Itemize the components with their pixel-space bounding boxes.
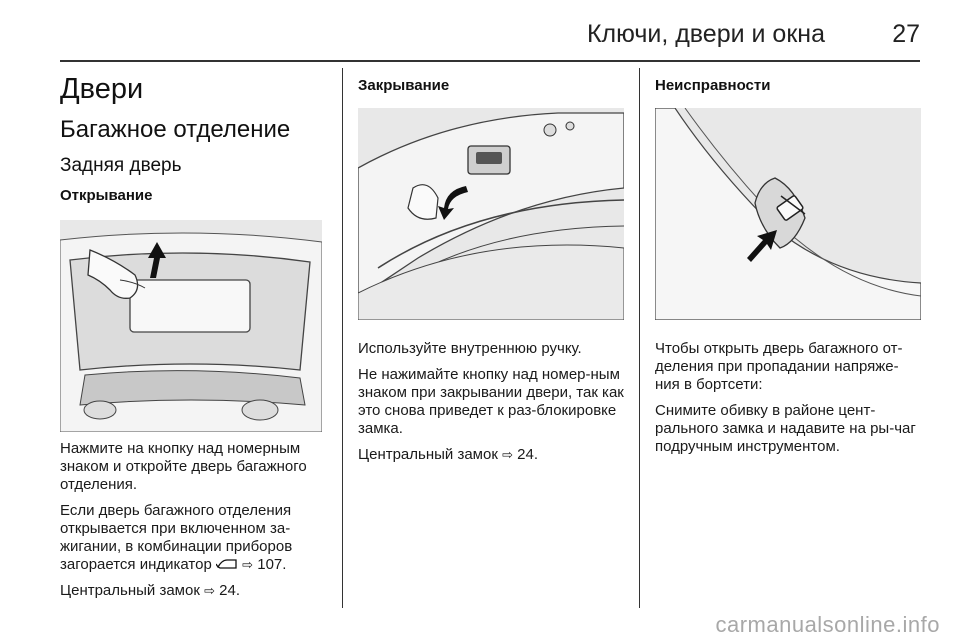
header-rule <box>60 60 920 62</box>
figure-closing-tailgate <box>358 108 624 320</box>
paragraph-power-failure: Чтобы открыть дверь багажного от-деления при пропадании напряже-ния в бортсети: <box>655 340 903 393</box>
page-number: 27 <box>892 20 920 48</box>
column-3 <box>655 72 923 606</box>
central-lock-label: Центральный замок <box>358 446 498 463</box>
paragraph-indicator <box>60 502 328 574</box>
tailgate-open-indicator-icon <box>216 557 238 571</box>
column-2 <box>358 72 626 606</box>
reference-arrow-icon: ⇨ <box>242 557 254 572</box>
column-divider <box>342 68 343 608</box>
page-header <box>60 14 920 62</box>
central-lock-label: Центральный замок <box>60 582 200 599</box>
header-title: Ключи, двери и окна <box>586 20 825 48</box>
page-reference-link[interactable]: 24. <box>517 446 539 463</box>
heading-opening: Открывание <box>60 187 153 204</box>
emergency-release-illustration <box>655 108 921 320</box>
heading-closing: Закрывание <box>358 77 450 94</box>
figure-emergency-release <box>655 108 921 320</box>
subsection-title-rear-door: Задняя дверь <box>60 155 182 176</box>
watermark: carmanualsonline.info <box>715 612 940 637</box>
paragraph-indicator-text: Если дверь багажного отделения открывается при включенном за-жигании, в комбинации приборов загорается индикатор <box>60 502 293 573</box>
reference-arrow-icon: ⇨ <box>204 583 215 598</box>
heading-malfunctions: Неисправности <box>655 77 771 94</box>
tailgate-closing-illustration <box>358 108 624 320</box>
tailgate-opening-illustration <box>60 220 322 432</box>
paragraph-remove-trim: Снимите обивку в районе цент-рального замка и надавите на ры-чаг подручным инструментом. <box>655 402 916 455</box>
subsection-title-trunk: Багажное отделение <box>60 116 291 143</box>
paragraph-use-handle: Используйте внутреннюю ручку. <box>358 340 582 357</box>
figure-opening-tailgate <box>60 220 322 432</box>
paragraph-do-not-press: Не нажимайте кнопку над номер-ным знаком при закрывании двери, так как это снова приведет к раз-блокировке замка. <box>358 366 624 437</box>
paragraph-central-lock <box>358 446 626 464</box>
column-1 <box>60 72 328 606</box>
page-reference-link[interactable]: 24. <box>219 582 241 599</box>
paragraph-press-button: Нажмите на кнопку над номерным знаком и откройте дверь багажного отделения. <box>60 440 307 493</box>
section-title-doors: Двери <box>60 73 144 105</box>
reference-arrow-icon: ⇨ <box>502 447 513 462</box>
column-divider <box>639 68 640 608</box>
paragraph-central-lock <box>60 582 328 600</box>
page-reference-link[interactable]: 107. <box>257 556 287 573</box>
